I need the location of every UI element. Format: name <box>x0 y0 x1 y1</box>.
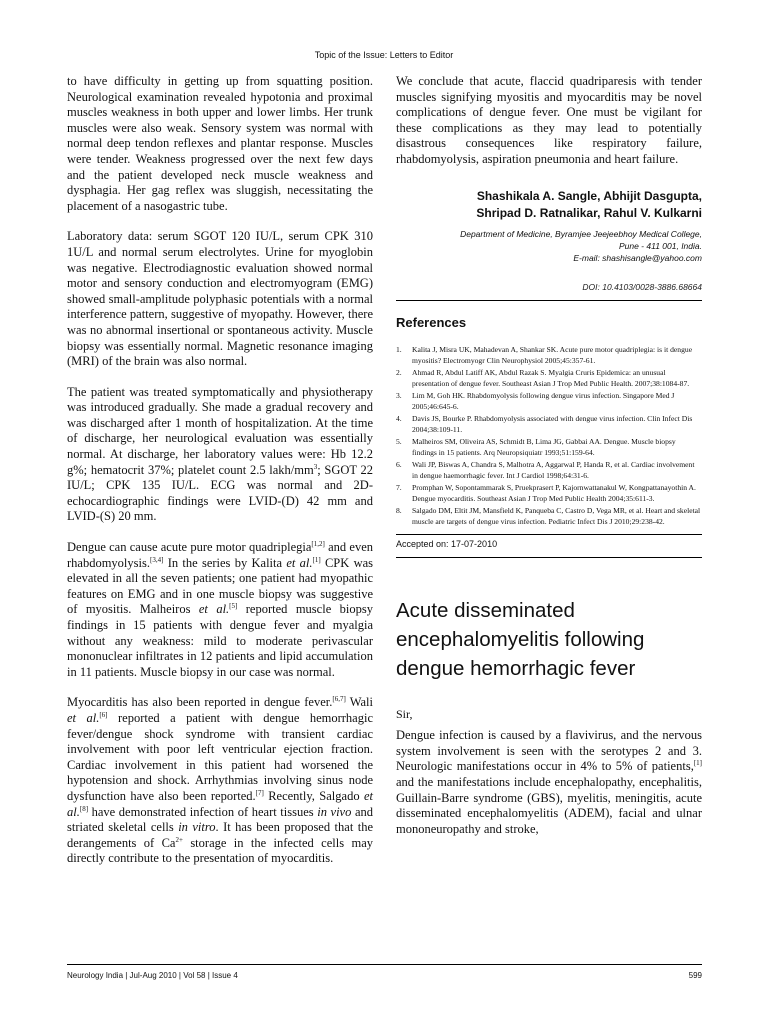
reference-text: Promphan W, Sopontammarak S, Pruekprasert P, Kajornwattanakul W, Kongpattanayothin A. Dengue myocarditis. Southeast Asian J Trop Med Public Health 2004;35:611-3. <box>412 482 696 503</box>
reference-item <box>396 482 702 504</box>
reference-text: Lim M, Goh HK. Rhabdomyolysis following dengue virus infection. Singapore Med J 2005;46:645-6. <box>412 390 675 411</box>
reference-item <box>396 436 702 458</box>
reference-text: Wali JP, Biswas A, Chandra S, Malhotra A, Aggarwal P, Handa R, et al. Cardiac involvement in dengue haemorrhagic fever. Int J Cardiol 1998;64:31-6. <box>412 459 695 480</box>
references-heading: References <box>396 314 467 330</box>
paragraph-adem-intro: Dengue infection is caused by a flavivirus, and the nervous system involvement is seen with the serotypes 2 and 3. Neurologic manifestations occur in 4% to 5% of patients,[1] and the manifestations include encephalopathy, encephalitis, Guillain-Barre syndrome (GBS), myelitis, meningitis, acute disseminated encephalomyelitis (ADEM), facial and ulnar mononeuropathy and stroke, <box>396 728 702 836</box>
divider <box>396 557 702 558</box>
reference-text: Malheiros SM, Oliveira AS, Schmidt B, Lima JG, Gabbai AA. Dengue. Muscle biopsy findings in 15 patients. Arq Neuropsiquiatr 1993;51:159-64. <box>412 436 676 457</box>
reference-item <box>396 344 702 366</box>
reference-item <box>396 390 702 412</box>
reference-number: 3. <box>396 390 402 400</box>
divider <box>396 300 702 301</box>
reference-number: 1. <box>396 344 402 354</box>
reference-number: 2. <box>396 367 402 377</box>
running-header: Topic of the Issue: Letters to Editor <box>314 50 454 60</box>
references-list <box>396 344 702 527</box>
reference-text: Kalita J, Misra UK, Mahadevan A, Shankar SK. Acute pure motor quadriplegia: is it dengue myositis? Electromyogr Clin Neurophysiol 2005;45:357-61. <box>412 344 693 365</box>
salutation: Sir, <box>396 706 413 721</box>
reference-text: Salgado DM, Eltit JM, Mansfield K, Panqueba C, Castro D, Vega MR, et al. Heart and skeletal muscle are targets of dengue virus infection. Pediatric Infect Dis J 2010;29:238-42. <box>412 505 701 526</box>
reference-item <box>396 367 702 389</box>
reference-item <box>396 413 702 435</box>
reference-number: 8. <box>396 505 402 515</box>
page-footer <box>67 964 702 980</box>
reference-number: 7. <box>396 482 402 492</box>
reference-item <box>396 505 702 527</box>
right-column <box>396 74 702 837</box>
authors-line-2: Shripad D. Ratnalikar, Rahul V. Kulkarni <box>476 205 702 220</box>
affiliation-line-2: Pune - 411 001, India. <box>618 240 702 251</box>
reference-number: 5. <box>396 436 402 446</box>
reference-text: Davis JS, Bourke P. Rhabdomyolysis associated with dengue virus infection. Clin Infect Dis 2004;38:109-11. <box>412 413 693 434</box>
paragraph-treatment: The patient was treated symptomatically and physiotherapy was introduced gradually. She made a gradual recovery and was discharged after 1 month of hospitalization. At the time of discharge, her neurological evaluation was essentially normal. At discharge, her laboratory values were: Hb 12.2 g%; hematocrit 37%; platelet count 2.5 lakh/$mm^3$; SGOT 22 IU/L; CPK 135 IU/L. ECG was normal and 2D-echocardiographic findings were LVID-(D) 42 mm and LVID-(S) 20 mm. <box>67 384 374 524</box>
left-column <box>67 74 373 867</box>
doi: DOI: 10.4103/0028-3886.68664 <box>582 281 702 292</box>
affiliation <box>396 228 702 264</box>
journal-citation: Neurology India | Jul-Aug 2010 | Vol 58 | Issue 4 <box>67 971 238 980</box>
author-email: E-mail: shashisangle@yahoo.com <box>573 252 702 263</box>
author-block <box>396 188 702 222</box>
page-number: 599 <box>688 971 702 980</box>
paragraph-lab-data: Laboratory data: serum SGOT 120 IU/L, serum CPK 310 1U/L and normal serum electrolytes. Urine for myoglobin was negative. Electrodiagnostic evaluation showed normal motor and sensory conduction and electromyogram (EMG) showed small-amplitude polyphasic potentials with a normal interference pattern, suggestive of myopathy. However, there was no abnormal insertional or spontaneous activity. Muscle biopsy was essentially normal. Magnetic resonance imaging (MRI) of the brain was also normal. <box>67 229 373 369</box>
paragraph-dengue-quadriplegia: Dengue can cause acute pure motor quadriplegia[1,2] and even rhabdomyolysis.[3,4] In the series by Kalita et al.[1] CPK was elevated in all the seven patients; one patient had myopathic features on EMG and in one muscle biopsy was suggestive of myositis. Malheiros et al.[5] reported muscle biopsy findings in 15 patients with dengue fever and myalgia without any weakness: mild to moderate perivascular mononuclear infiltrates in 12 patients and lipid accumulation in 11 patients. Muscle biopsy in our case was normal. <box>67 539 374 679</box>
reference-text: Ahmad R, Abdul Latiff AK, Abdul Razak S. Myalgia Cruris Epidemica: an unusual presentation of dengue fever. Southeast Asian J Trop Med Public Health. 2007;38:1084-87. <box>412 367 690 388</box>
paragraph-conclusion: We conclude that acute, flaccid quadriparesis with tender muscles signifying myositis and myocarditis may be novel complications of dengue fever. One must be vigilant for these complications as they may lead to potentially disastrous consequences like respiratory failure, rhabdomyolysis, aspiration pneumonia and heart failure. <box>396 74 702 166</box>
reference-number: 4. <box>396 413 402 423</box>
reference-number: 6. <box>396 459 402 469</box>
article-title: Acute disseminated encephalomyelitis following dengue hemorrhagic fever <box>396 598 645 680</box>
reference-item <box>396 459 702 481</box>
authors-line-1: Shashikala A. Sangle, Abhijit Dasgupta, <box>476 188 702 203</box>
affiliation-line-1: Department of Medicine, Byramjee Jeejeebhoy Medical College, <box>460 228 702 239</box>
paragraph-myocarditis: Myocarditis has also been reported in dengue fever.[6,7] Wali et al.[6] reported a patient with dengue hemorrhagic fever/dengue shock syndrome with transient cardiac involvement with poor left ventricular ejection fraction. Cardiac involvement in this patient had worsened the hypotension and shock. Arrhythmias involving sinus node dysfunction have also been reported.[7] Recently, Salgado et al.[8] have demonstrated infection of heart tissues in vivo and striated skeletal cells in vitro. It has been proposed that the derangements of $Ca^{2+}$ storage in the infected cells may directly contribute to the presentation of myocarditis. <box>67 695 373 866</box>
accepted-date: Accepted on: 17-07-2010 <box>396 534 702 549</box>
paragraph-case-exam: to have difficulty in getting up from squatting position. Neurological examination revealed hypotonia and proximal muscles weakness in both upper and lower limbs. Her trunk muscles were also weak. Sensory system was normal with normal deep tendon reflexes and plantar response. Muscles were tender. Weakness progressed over the next few days and the patient developed neck muscle weakness and dysphagia. Her gag reflex was sluggish, necessitating the placement of a nasogastric tube. <box>67 74 373 213</box>
